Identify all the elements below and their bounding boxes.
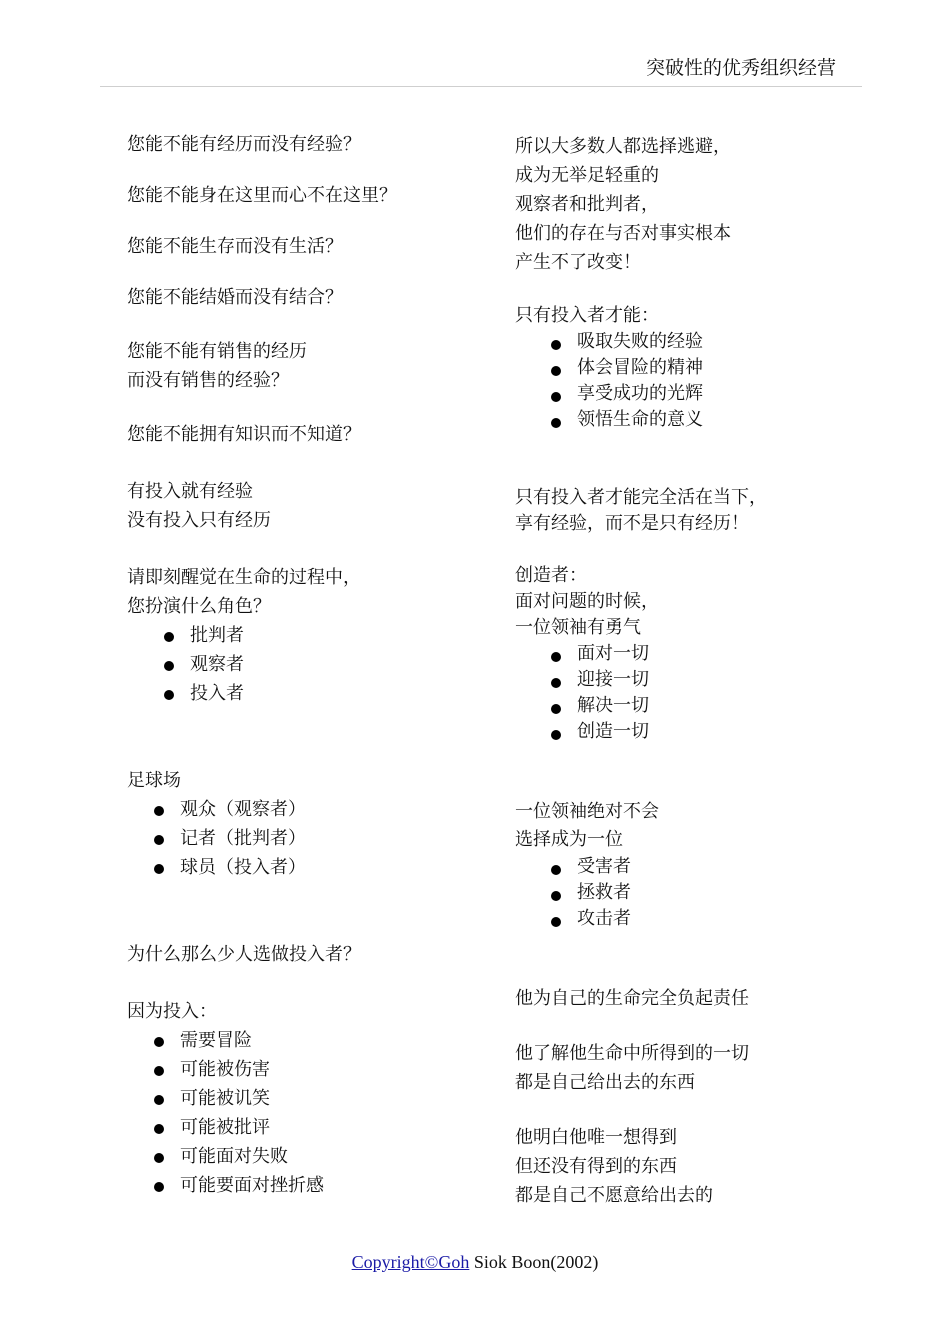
never-list xyxy=(515,854,855,932)
list-item: 批判者 xyxy=(190,621,482,650)
statement-line: 请即刻醒觉在生命的过程中， xyxy=(127,567,361,588)
list-item: 拯救者 xyxy=(577,880,855,906)
statement-line: 所以大多数人都选择逃避， xyxy=(515,136,731,157)
list-item: 面对一切 xyxy=(577,641,855,667)
list-item: 解决一切 xyxy=(577,693,855,719)
list-item: 球员（投入者） xyxy=(180,853,482,882)
list-item: 可能面对失败 xyxy=(180,1142,482,1171)
list-item: 攻击者 xyxy=(577,906,855,932)
list-item: 可能被伤害 xyxy=(180,1055,482,1084)
section-title: 足球场 xyxy=(127,770,181,791)
list-item: 需要冒险 xyxy=(180,1026,482,1055)
statement-line: 没有投入只有经历 xyxy=(127,510,271,531)
statement-line: 因为投入： xyxy=(127,1001,217,1022)
list-item: 记者（批判者） xyxy=(180,824,482,853)
statement-line: 成为无举足轻重的 xyxy=(515,165,659,186)
question-line: 您能不能有销售的经历 xyxy=(127,341,307,362)
question-line: 为什么那么少人选做投入者？ xyxy=(127,944,361,965)
statement-line: 一位领袖有勇气 xyxy=(515,617,641,638)
only-list xyxy=(515,329,855,433)
list-item: 可能被讥笑 xyxy=(180,1084,482,1113)
statement-line: 您扮演什么角色？ xyxy=(127,596,271,617)
footer xyxy=(0,1250,950,1274)
list-item: 享受成功的光辉 xyxy=(577,381,855,407)
left-column xyxy=(127,130,482,1200)
statement-line: 他了解他生命中所得到的一切 xyxy=(515,1043,749,1064)
page-header-title: 突破性的优秀组织经营 xyxy=(645,57,836,79)
statement-line: 他明白他唯一想得到 xyxy=(515,1127,677,1148)
question-line: 您能不能有经历而没有经验？ xyxy=(127,134,361,155)
question-line: 您能不能生存而没有生活？ xyxy=(127,236,343,257)
list-item: 创造一切 xyxy=(577,719,855,745)
statement-line: 他为自己的生命完全负起责任 xyxy=(515,988,749,1009)
statement-line: 但还没有得到的东西 xyxy=(515,1156,677,1177)
statement-line: 观察者和批判者， xyxy=(515,194,659,215)
list-item: 领悟生命的意义 xyxy=(577,407,855,433)
statement-line: 选择成为一位 xyxy=(515,829,623,850)
statement-line: 只有投入者才能完全活在当下， xyxy=(515,487,767,508)
list-item: 受害者 xyxy=(577,854,855,880)
copyright-link[interactable]: Copyright©Goh xyxy=(351,1252,470,1272)
statement-line: 产生不了改变！ xyxy=(515,252,641,273)
section-title: 只有投入者才能： xyxy=(515,305,659,326)
list-item: 可能被批评 xyxy=(180,1113,482,1142)
question-line: 而没有销售的经验？ xyxy=(127,370,289,391)
list-item: 投入者 xyxy=(190,679,482,708)
statement-line: 他们的存在与否对事实根本 xyxy=(515,223,731,244)
header-divider xyxy=(100,86,862,87)
statement-line: 有投入就有经验 xyxy=(127,481,253,502)
statement-line: 面对问题的时候， xyxy=(515,591,659,612)
statement-line: 一位领袖绝对不会 xyxy=(515,801,659,822)
right-column xyxy=(515,132,855,1210)
list-item: 体会冒险的精神 xyxy=(577,355,855,381)
roles-list xyxy=(127,621,482,708)
creator-list xyxy=(515,641,855,745)
list-item: 观众（观察者） xyxy=(180,795,482,824)
list-item: 可能要面对挫折感 xyxy=(180,1171,482,1200)
question-line: 您能不能结婚而没有结合？ xyxy=(127,287,343,308)
statement-line: 享有经验，而不是只有经历！ xyxy=(515,513,749,534)
football-list xyxy=(127,795,482,882)
question-line: 您能不能拥有知识而不知道？ xyxy=(127,424,361,445)
copyright-text: Siok Boon(2002) xyxy=(469,1252,599,1272)
statement-line: 都是自己给出去的东西 xyxy=(515,1072,695,1093)
statement-line: 都是自己不愿意给出去的 xyxy=(515,1185,713,1206)
list-item: 迎接一切 xyxy=(577,667,855,693)
list-item: 观察者 xyxy=(190,650,482,679)
list-item: 吸取失败的经验 xyxy=(577,329,855,355)
question-line: 您能不能身在这里而心不在这里？ xyxy=(127,185,397,206)
because-list xyxy=(127,1026,482,1200)
section-title: 创造者： xyxy=(515,565,587,586)
